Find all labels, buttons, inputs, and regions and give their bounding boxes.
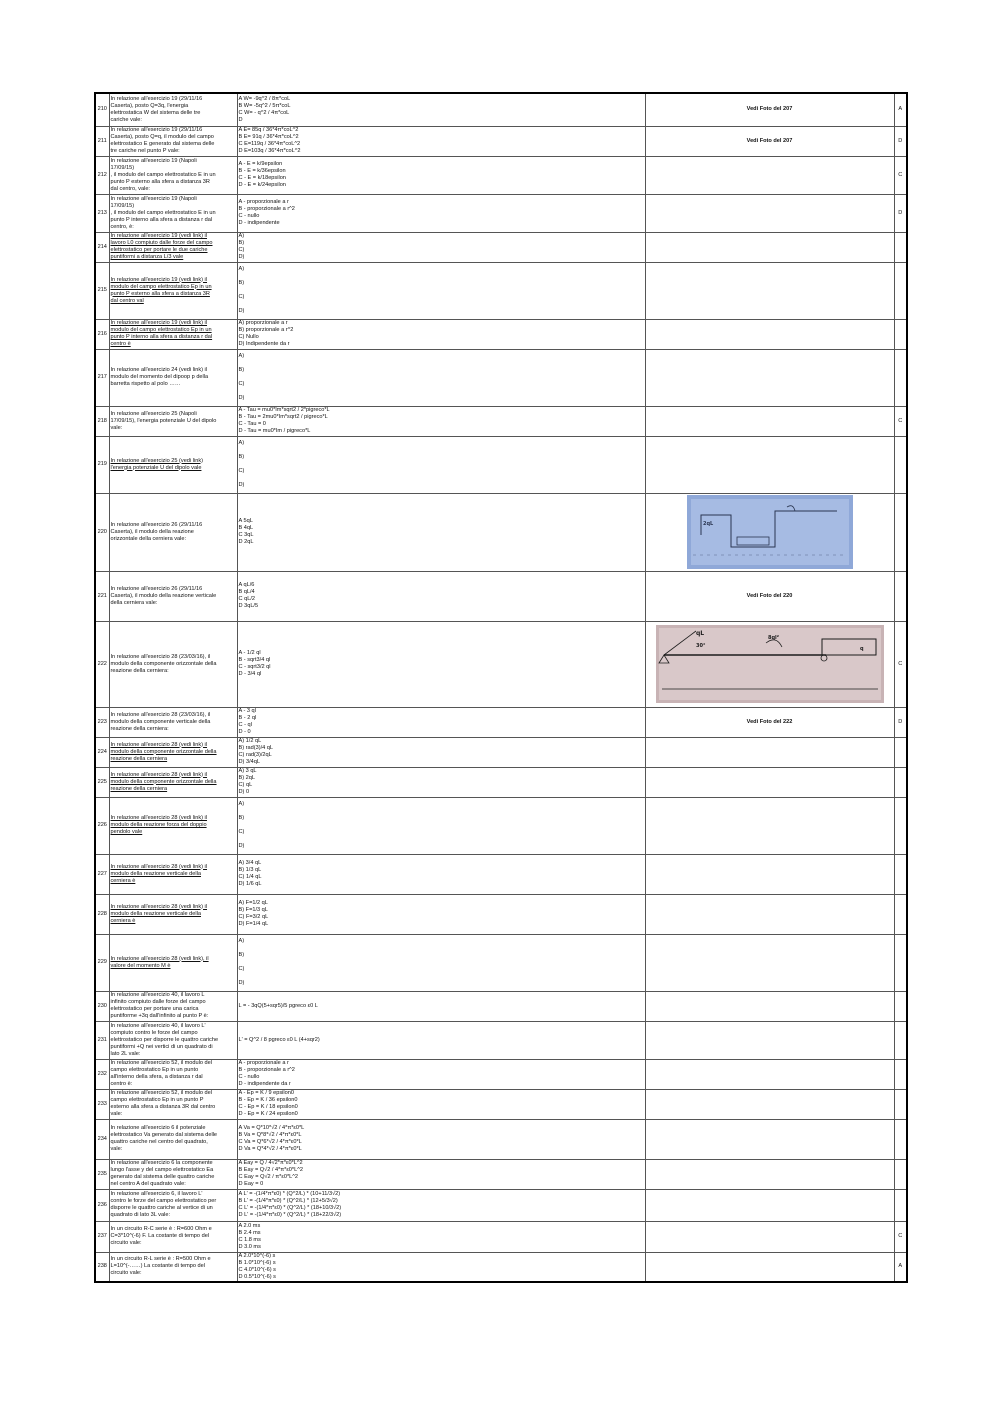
exam-answer-table (94, 92, 908, 1283)
question-text[interactable]: In relazione all'esercizio 19 (vedi link) il modulo del campo elettrostatico Ep in un punto P interno alla sfera a distanza r dal centro è (109, 319, 237, 349)
answer-key (894, 854, 907, 894)
photo-note (645, 767, 894, 797)
question-number: 231 (95, 1021, 109, 1059)
question-text[interactable]: In relazione all'esercizio 28 (vedi link) il modulo della reazione verticale della cerniera è (109, 854, 237, 894)
answer-key (894, 1119, 907, 1159)
question-number: 220 (95, 493, 109, 571)
table-row (95, 319, 907, 349)
answer-options: A) proporzionale a r B) proporzionale a r^2 C) Nullo D) Indipendente da r (237, 319, 645, 349)
table-row (95, 1119, 907, 1159)
question-number: 212 (95, 156, 109, 194)
answer-key (894, 1159, 907, 1189)
question-number: 211 (95, 126, 109, 156)
answer-options: A) B) C) D) (237, 232, 645, 262)
answer-key (894, 934, 907, 991)
question-number: 218 (95, 406, 109, 436)
question-number: 235 (95, 1159, 109, 1189)
table-row (95, 991, 907, 1021)
photo-note (645, 1089, 894, 1119)
answer-options: A qL/6 B qL/4 C qL/2 D 3qL/5 (237, 571, 645, 621)
photo-note (645, 737, 894, 767)
question-number: 225 (95, 767, 109, 797)
answer-options: A 2.0 ms B 2.4 ms C 1.8 ms D 3.0 ms (237, 1221, 645, 1252)
answer-key (894, 436, 907, 493)
photo-note (645, 1059, 894, 1089)
answer-key: C (894, 406, 907, 436)
answer-options: A - E = k/9epsilon B - E = k/36epsilon C - E = k/18epsilon D - E = k/24epsilon (237, 156, 645, 194)
question-number: 234 (95, 1119, 109, 1159)
photo-note (645, 493, 894, 571)
question-text: In relazione all'esercizio 28 (23/03/16), il modulo della componente orizzontale della reazione della cerniera: (109, 621, 237, 707)
answer-key: D (894, 707, 907, 737)
answer-options: A L' = -(1/4*π*ε0) * (Q^2/L) * (10+11/3√2) B L' = -(1/4*π*ε0) * (Q^2/L) * (12+5/3√2) C L' = -(1/4*π*ε0) * (Q^2/L) * (18+10/3√2) D L' = -(1/4*π*ε0) * (Q^2/L) * (18+22/3√2) (237, 1189, 645, 1221)
answer-options: A) 1/2 qL B) rad(3)/4 qL C) rad(3)/2qL D) 3/4qL (237, 737, 645, 767)
table-row (95, 232, 907, 262)
photo-note (645, 194, 894, 232)
svg-text:qL: qL (695, 630, 704, 637)
question-text[interactable]: In relazione all'esercizio 19 (vedi link) il lavoro L0 compiuto dalle forze del campo elettrostatico per portare le due cariche puntiformi a distanza L/3 vale (109, 232, 237, 262)
answer-options: A - Tau = mu0*Im*sqrt2 / 2*pigreco*L B - Tau = 2mu0*Im*sqrt2 / pigreco*L C - Tau = 0 D - Tau = mu0*Im / pigreco*L (237, 406, 645, 436)
answer-key: D (894, 126, 907, 156)
answer-options: A E= 85q / 36*4π*coL^2 B E= 91q / 36*4π*coL^2 C E=119q / 36*4π*coL^2 D E=103q / 36*4π*coL^2 (237, 126, 645, 156)
answer-options: A) 3 qL B) 2qL C) qL D) 0 (237, 767, 645, 797)
answer-options: A Eay = Q / 4√2*π*ε0*L^2 B Eay = Q√2 / 4*π*ε0*L^2 C Eay = Q√2 / π*ε0*L^2 D Eay = 0 (237, 1159, 645, 1189)
question-text: In relazione all'esercizio 52, il modulo del campo elettrostatico Ep in un punto all'interno della sfera, a distanza r dal centro è: (109, 1059, 237, 1089)
photo-note (645, 436, 894, 493)
answer-key (894, 571, 907, 621)
question-number: 219 (95, 436, 109, 493)
question-text: In relazione all'esercizio 19 (29/11/16 Caserta), posto Q=q, il modulo del campo elettrostatico E generato dal sistema delle tre cariche nel punto P vale: (109, 126, 237, 156)
answer-key: C (894, 156, 907, 194)
answer-key (894, 737, 907, 767)
question-text: In relazione all'esercizio 26 (29/11/16 Caserta), il modulo della reazione orizzontale della cerniera vale: (109, 493, 237, 571)
answer-key (894, 1021, 907, 1059)
answer-options: A - 1/2 ql B - sqrt3/4 ql C - sqrt3/2 ql D - 3/4 ql (237, 621, 645, 707)
question-text: In un circuito R-L serie è : R=500 Ohm e L=10^(-……) La costante di tempo del circuito vale: (109, 1252, 237, 1282)
table-row (95, 1159, 907, 1189)
table-row (95, 93, 907, 126)
table-row (95, 707, 907, 737)
photo-note (645, 319, 894, 349)
structure-photo-220 (687, 495, 853, 569)
photo-note: Vedi Foto del 207 (645, 93, 894, 126)
table-body (95, 93, 907, 1282)
answer-key: C (894, 621, 907, 707)
photo-note (645, 156, 894, 194)
table-row (95, 737, 907, 767)
question-number: 210 (95, 93, 109, 126)
question-text[interactable]: In relazione all'esercizio 28 (vedi link) il modulo della reazione forza del doppio pendolo vale (109, 797, 237, 854)
table-row (95, 126, 907, 156)
photo-note (645, 406, 894, 436)
answer-options: A) B) C) D) (237, 797, 645, 854)
table-row (95, 493, 907, 571)
table-row (95, 349, 907, 406)
photo-note (645, 1021, 894, 1059)
table-row (95, 194, 907, 232)
photo-note (645, 1189, 894, 1221)
photo-note: Vedi Foto del 220 (645, 571, 894, 621)
answer-options: L = - 3qQ(5+sqr5)/5 pgreco ε0 L (237, 991, 645, 1021)
question-number: 236 (95, 1189, 109, 1221)
question-text: In relazione all'esercizio 19 (29/11/16 Caserta), posto Q=3q, l'energia elettrostatica W del sistema delle tre cariche vale: (109, 93, 237, 126)
question-text: In un circuito R-C serie è : R=600 Ohm e C=3*10^(-6) F. La costante di tempo del circuito vale: (109, 1221, 237, 1252)
table-row (95, 571, 907, 621)
table-row (95, 1059, 907, 1089)
answer-key (894, 319, 907, 349)
question-number: 228 (95, 894, 109, 934)
question-number: 215 (95, 262, 109, 319)
answer-key (894, 894, 907, 934)
table-row (95, 854, 907, 894)
answer-options: A) F=1/2 qL B) F=1/3 qL C) F=3/2 qL D) F=1/4 qL (237, 894, 645, 934)
photo-note (645, 991, 894, 1021)
answer-key (894, 1059, 907, 1089)
table-row (95, 1189, 907, 1221)
answer-options: A 2.0*10^(-6) s B 1.0*10^(-6) s C 4.0*10^(-6) s D 0.5*10^(-6) s (237, 1252, 645, 1282)
question-number: 224 (95, 737, 109, 767)
question-text[interactable]: In relazione all'esercizio 28 (vedi link), il valore del momento M è (109, 934, 237, 991)
table-row (95, 262, 907, 319)
question-text: In relazione all'esercizio 52, il modulo del campo elettrostatico Ep in un punto P esterno alla sfera a distanza 3R dal centro vale: (109, 1089, 237, 1119)
photo-note (645, 232, 894, 262)
answer-options: A W= -9q^2 / 8π*coL B W= -5q^2 / 5π*coL C W= - q^2 / 4π*coL D (237, 93, 645, 126)
question-number: 217 (95, 349, 109, 406)
photo-note (645, 854, 894, 894)
photo-note (645, 1159, 894, 1189)
question-number: 238 (95, 1252, 109, 1282)
question-number: 230 (95, 991, 109, 1021)
table-row (95, 934, 907, 991)
answer-options: A) B) C) D) (237, 349, 645, 406)
answer-key (894, 493, 907, 571)
table-row (95, 621, 907, 707)
answer-key (894, 991, 907, 1021)
answer-options: A) B) C) D) (237, 436, 645, 493)
question-number: 213 (95, 194, 109, 232)
answer-options: A) 3/4 qL B) 1/3 qL C) 1/4 qL D) 1/6 qL (237, 854, 645, 894)
answer-key (894, 262, 907, 319)
question-number: 214 (95, 232, 109, 262)
table-row (95, 156, 907, 194)
answer-key (894, 797, 907, 854)
photo-note (645, 349, 894, 406)
question-text[interactable]: In relazione all'esercizio 19 (vedi link) il modulo del campo elettrostatico Ep in un punto P esterno alla sfera a distanza 3R dal centro val (109, 262, 237, 319)
svg-text:30°: 30° (695, 643, 705, 649)
question-number: 222 (95, 621, 109, 707)
question-text: In relazione all'esercizio 19 (Napoli 17/09/15) , il modulo del campo elettrostatico E in un punto P interno alla sfera a distanza r dal centro, è: (109, 194, 237, 232)
question-text[interactable]: In relazione all'esercizio 28 (vedi link) il modulo della componente orizzontale della reazione della cerniera (109, 737, 237, 767)
photo-note (645, 621, 894, 707)
photo-note (645, 262, 894, 319)
structure-photo-222 (656, 625, 884, 703)
answer-options: A Va = Q*10*√2 / 4*π*ε0*L B Va = Q*8*√2 / 4*π*ε0*L C Va = Q*6*√2 / 4*π*ε0*L D Va = Q*4*√2 / 4*π*ε0*L (237, 1119, 645, 1159)
answer-key (894, 232, 907, 262)
question-text: In relazione all'esercizio 28 (23/03/16), il modulo della componente verticale della reazione della cerniera: (109, 707, 237, 737)
question-number: 229 (95, 934, 109, 991)
svg-text:2qL: 2qL (702, 521, 713, 527)
table-row (95, 436, 907, 493)
photo-note (645, 797, 894, 854)
question-text: In relazione all'esercizio 40, il lavoro L infinito compiuto dalle forze del campo elettrostatico per portare una carica puntiforme +3q dall'infinito al punto P è: (109, 991, 237, 1021)
question-text: In relazione all'esercizio 25 (Napoli 17/09/15), l'energia potenziale U del dipolo vale: (109, 406, 237, 436)
answer-options: A - Ep = K / 9 epsilon0 B - Ep = K / 36 epsilon0 C - Ep = K / 18 epsilon0 D - Ep = K / 24 epsilon0 (237, 1089, 645, 1119)
table-row (95, 767, 907, 797)
answer-key (894, 349, 907, 406)
table-row (95, 797, 907, 854)
answer-key (894, 1089, 907, 1119)
answer-key: A (894, 93, 907, 126)
question-text: In relazione all'esercizio 6, il lavoro L' contro le forze del campo elettrostatico per disporre le quattro cariche al vertice di un quadrato di lato 3L vale: (109, 1189, 237, 1221)
photo-note (645, 1252, 894, 1282)
question-text: In relazione all'esercizio 6 il potenziale elettrostatico Va generato dal sistema delle quattro cariche nel centro del quadrato, vale: (109, 1119, 237, 1159)
answer-options: A) B) C) D) (237, 262, 645, 319)
question-number: 232 (95, 1059, 109, 1089)
question-text: In relazione all'esercizio 6 la componente lungo l'asse y del campo elettrostatico Ea generato dal sistema delle quattro cariche nel centro A del quadrato vale: (109, 1159, 237, 1189)
question-text: In relazione all'esercizio 19 (Napoli 17/09/15) , il modulo del campo elettrostatico E in un punto P esterno alla sfera a distanza 3R dal centro, vale: (109, 156, 237, 194)
answer-options: A) B) C) D) (237, 934, 645, 991)
photo-note (645, 1119, 894, 1159)
question-text[interactable]: In relazione all'esercizio 28 (vedi link) il modulo della reazione verticale della cerniera è (109, 894, 237, 934)
table-row (95, 1021, 907, 1059)
question-number: 226 (95, 797, 109, 854)
question-text: In relazione all'esercizio 24 (vedi link) il modulo del momento del dipoop p della barretta rispetto al polo …… (109, 349, 237, 406)
table-row (95, 406, 907, 436)
answer-options: A - proporzionale a r B - proporzionale a r^2 C - nullo D - indipendente da r (237, 1059, 645, 1089)
question-number: 221 (95, 571, 109, 621)
photo-note: Vedi Foto del 207 (645, 126, 894, 156)
question-text: In relazione all'esercizio 40, il lavoro L' compiuto contro le forze del campo elettrostatico per disporre le quattro cariche puntiformi +Q nei vertici di un quadrato di lato 2L vale: (109, 1021, 237, 1059)
photo-note: Vedi Foto del 222 (645, 707, 894, 737)
photo-note (645, 934, 894, 991)
table-row (95, 894, 907, 934)
photo-note (645, 1221, 894, 1252)
answer-key: C (894, 1221, 907, 1252)
question-number: 223 (95, 707, 109, 737)
question-number: 227 (95, 854, 109, 894)
question-number: 237 (95, 1221, 109, 1252)
answer-options: A - 3 ql B - 2 ql C - ql D - 0 (237, 707, 645, 737)
question-text[interactable]: In relazione all'esercizio 25 (vedi link) l'energia potenziale U del dipolo vale (109, 436, 237, 493)
answer-options: A 5qL B 4qL C 3qL D 2qL (237, 493, 645, 571)
table-row (95, 1252, 907, 1282)
answer-options: L' = Q^2 / 8 pgreco ε0 L (4+sqr2) (237, 1021, 645, 1059)
photo-note (645, 894, 894, 934)
question-text[interactable]: In relazione all'esercizio 28 (vedi link) il modulo della componente orizzontale della reazione della cerniera (109, 767, 237, 797)
answer-key: D (894, 194, 907, 232)
svg-text:8ql²: 8ql² (767, 635, 779, 641)
table-row (95, 1089, 907, 1119)
question-text: In relazione all'esercizio 26 (29/11/16 Caserta), il modulo della reazione verticale della cerniera vale: (109, 571, 237, 621)
svg-text:q: q (859, 646, 864, 652)
answer-key (894, 1189, 907, 1221)
answer-key: A (894, 1252, 907, 1282)
question-number: 216 (95, 319, 109, 349)
table-row (95, 1221, 907, 1252)
question-number: 233 (95, 1089, 109, 1119)
answer-options: A - proporzionale a r B - proporzionale a r^2 C - nullo D - indipendente (237, 194, 645, 232)
answer-key (894, 767, 907, 797)
